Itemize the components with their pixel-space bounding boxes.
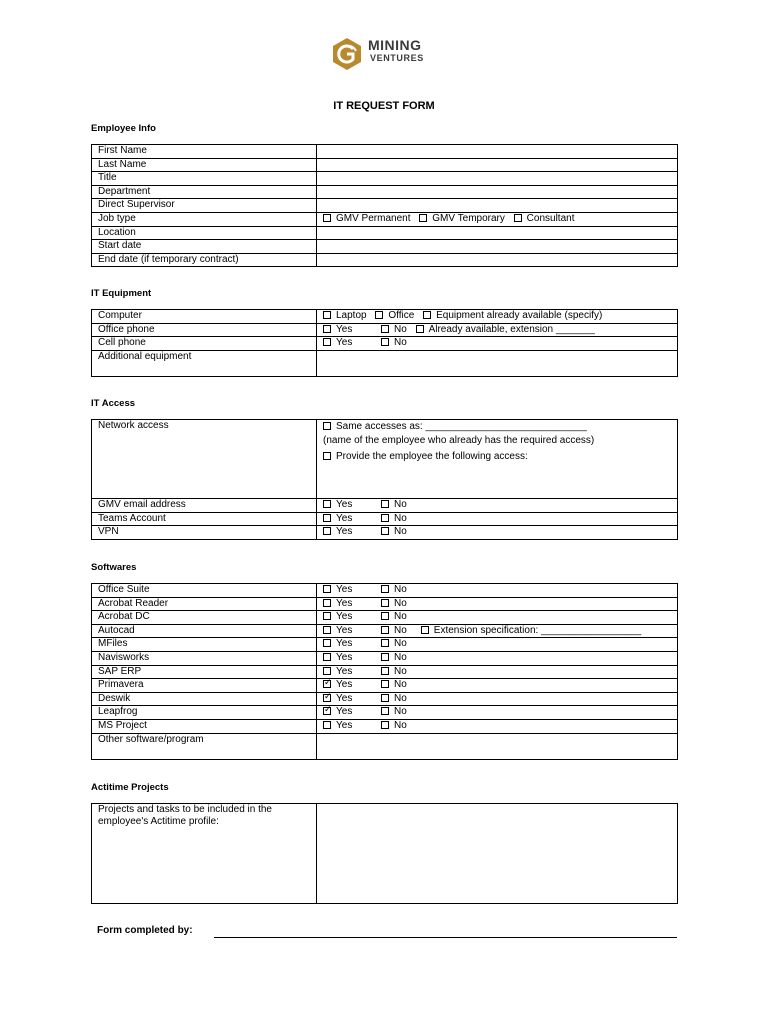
option-label: Laptop	[336, 310, 367, 321]
option-label: No	[394, 512, 407, 524]
software-no-checkbox[interactable]	[381, 707, 389, 715]
option-label: No	[394, 692, 407, 704]
option-label: No	[394, 584, 407, 595]
vpn-yes-checkbox[interactable]	[323, 527, 331, 535]
field-label: Autocad	[92, 624, 317, 638]
option-label: Yes	[336, 692, 353, 704]
mining-ventures-logo-icon	[330, 37, 364, 71]
cell-phone-options	[317, 337, 678, 351]
direct-supervisor-input[interactable]	[317, 199, 678, 213]
form-completed-by-label: Form completed by:	[97, 925, 193, 936]
field-label: End date (if temporary contract)	[92, 253, 317, 267]
job-type-permanent-checkbox[interactable]	[323, 214, 331, 222]
option-label: GMV Temporary	[432, 212, 505, 224]
software-options	[317, 706, 678, 720]
software-yes-checkbox[interactable]	[323, 680, 331, 688]
logo-text-ventures: VENTURES	[370, 53, 424, 63]
actitime-label	[92, 804, 317, 904]
software-options	[317, 692, 678, 706]
software-options	[317, 624, 678, 638]
option-label: Same accesses as: _____________________________	[336, 421, 587, 432]
it-equipment-table	[91, 309, 678, 377]
software-row	[92, 584, 678, 598]
first-name-input[interactable]	[317, 145, 678, 159]
option-label: Yes	[336, 323, 353, 335]
option-label: No	[394, 611, 407, 623]
option-label: No	[394, 706, 407, 718]
job-type-temporary-checkbox[interactable]	[419, 214, 427, 222]
softwares-table	[91, 583, 678, 760]
software-row	[92, 679, 678, 693]
teams-no-checkbox[interactable]	[381, 514, 389, 522]
option-label: No	[394, 679, 407, 691]
computer-options	[317, 310, 678, 324]
job-type-options	[317, 212, 678, 226]
field-label: Teams Account	[92, 512, 317, 526]
software-yes-checkbox[interactable]	[323, 694, 331, 702]
field-label: Department	[92, 185, 317, 199]
field-label: VPN	[92, 526, 317, 540]
field-label: Primavera	[92, 679, 317, 693]
title-input[interactable]	[317, 172, 678, 186]
software-row	[92, 665, 678, 679]
section-heading-employee-info: Employee Info	[91, 123, 156, 134]
software-yes-checkbox[interactable]	[323, 721, 331, 729]
company-logo	[330, 37, 440, 71]
field-label: SAP ERP	[92, 665, 317, 679]
office-phone-yes-checkbox[interactable]	[323, 325, 331, 333]
software-row	[92, 597, 678, 611]
other-software-input[interactable]	[317, 733, 678, 759]
field-label: Computer	[92, 310, 317, 324]
field-label: Job type	[92, 212, 317, 226]
additional-equipment-input[interactable]	[317, 350, 678, 376]
network-access-options	[317, 420, 678, 499]
teams-yes-checkbox[interactable]	[323, 514, 331, 522]
it-access-table	[91, 419, 678, 540]
field-label: Cell phone	[92, 337, 317, 351]
software-row	[92, 692, 678, 706]
software-row	[92, 706, 678, 720]
department-input[interactable]	[317, 185, 678, 199]
field-label: Deswik	[92, 692, 317, 706]
software-yes-checkbox[interactable]	[323, 612, 331, 620]
actitime-table	[91, 803, 678, 904]
option-label: No	[394, 624, 407, 636]
vpn-no-checkbox[interactable]	[381, 527, 389, 535]
software-yes-checkbox[interactable]	[323, 667, 331, 675]
vpn-options	[317, 526, 678, 540]
software-options	[317, 719, 678, 733]
field-label: Office Suite	[92, 584, 317, 598]
option-label: Provide the employee the following access:	[336, 451, 528, 462]
software-yes-checkbox[interactable]	[323, 639, 331, 647]
software-yes-checkbox[interactable]	[323, 599, 331, 607]
software-no-checkbox[interactable]	[381, 667, 389, 675]
field-label: Navisworks	[92, 651, 317, 665]
software-options	[317, 611, 678, 625]
option-label: No	[394, 665, 407, 677]
option-label: No	[394, 526, 407, 538]
cell-phone-no-checkbox[interactable]	[381, 338, 389, 346]
software-no-checkbox[interactable]	[381, 626, 389, 634]
email-yes-checkbox[interactable]	[323, 500, 331, 508]
section-heading-actitime: Actitime Projects	[91, 782, 169, 793]
actitime-label-line: employee's Actitime profile:	[98, 816, 219, 827]
software-row	[92, 719, 678, 733]
option-label: No	[394, 638, 407, 650]
software-yes-checkbox[interactable]	[323, 653, 331, 661]
section-heading-it-access: IT Access	[91, 398, 136, 409]
office-phone-options	[317, 323, 678, 337]
software-no-checkbox[interactable]	[381, 612, 389, 620]
software-row	[92, 651, 678, 665]
option-label: Yes	[336, 584, 353, 595]
software-options	[317, 679, 678, 693]
software-no-checkbox[interactable]	[381, 639, 389, 647]
extension-specification-checkbox[interactable]	[421, 626, 429, 634]
option-label: No	[394, 651, 407, 663]
location-input[interactable]	[317, 226, 678, 240]
email-options	[317, 499, 678, 513]
option-label: Office	[388, 310, 415, 321]
option-label: Yes	[336, 651, 353, 663]
option-label: No	[394, 323, 407, 335]
option-label: Yes	[336, 611, 353, 623]
field-label: Office phone	[92, 323, 317, 337]
start-date-input[interactable]	[317, 240, 678, 254]
software-row	[92, 611, 678, 625]
logo-text-mining: MINING	[368, 37, 422, 53]
option-label: No	[394, 719, 407, 731]
option-label: Yes	[336, 624, 353, 636]
option-label: No	[394, 597, 407, 609]
option-label: Yes	[336, 638, 353, 650]
option-label: Consultant	[526, 212, 575, 224]
equipment-available-checkbox[interactable]	[423, 311, 431, 319]
employee-info-table	[91, 144, 678, 267]
software-no-checkbox[interactable]	[381, 721, 389, 729]
field-label: Leapfrog	[92, 706, 317, 720]
option-label: Yes	[336, 512, 353, 524]
field-label: Direct Supervisor	[92, 199, 317, 213]
option-label: Equipment already available (specify)	[436, 310, 603, 321]
section-heading-it-equipment: IT Equipment	[91, 288, 152, 299]
office-phone-no-checkbox[interactable]	[381, 325, 389, 333]
software-options	[317, 638, 678, 652]
software-yes-checkbox[interactable]	[323, 626, 331, 634]
field-label: MFiles	[92, 638, 317, 652]
option-label: GMV Permanent	[336, 212, 411, 224]
software-yes-checkbox[interactable]	[323, 585, 331, 593]
field-label: First Name	[92, 145, 317, 159]
software-options	[317, 651, 678, 665]
form-completed-by-signature-line[interactable]	[214, 937, 677, 938]
option-label: Yes	[336, 597, 353, 609]
last-name-input[interactable]	[317, 158, 678, 172]
option-label: Yes	[336, 526, 353, 538]
teams-options	[317, 512, 678, 526]
software-no-checkbox[interactable]	[381, 680, 389, 688]
provide-access-checkbox[interactable]	[323, 452, 331, 460]
email-no-checkbox[interactable]	[381, 500, 389, 508]
field-label: Last Name	[92, 158, 317, 172]
actitime-label-line: Projects and tasks to be included in the	[98, 804, 272, 815]
software-row	[92, 624, 678, 638]
software-no-checkbox[interactable]	[381, 694, 389, 702]
laptop-checkbox[interactable]	[323, 311, 331, 319]
software-no-checkbox[interactable]	[381, 599, 389, 607]
network-access-note: (name of the employee who already has the required access)	[323, 435, 595, 446]
option-label: Extension specification: __________________	[433, 624, 642, 636]
software-no-checkbox[interactable]	[381, 653, 389, 661]
option-label: Yes	[336, 679, 353, 691]
software-yes-checkbox[interactable]	[323, 707, 331, 715]
software-row	[92, 638, 678, 652]
field-label: MS Project	[92, 719, 317, 733]
form-title: IT REQUEST FORM	[333, 100, 435, 112]
field-label: Acrobat DC	[92, 611, 317, 625]
option-label: Yes	[336, 337, 353, 349]
field-label: Other software/program	[92, 733, 317, 759]
job-type-consultant-checkbox[interactable]	[514, 214, 522, 222]
software-options	[317, 597, 678, 611]
field-label: Location	[92, 226, 317, 240]
option-label: Yes	[336, 706, 353, 718]
software-options	[317, 665, 678, 679]
option-label: No	[394, 337, 407, 349]
software-options	[317, 584, 678, 598]
field-label: Network access	[92, 420, 317, 499]
same-accesses-checkbox[interactable]	[323, 422, 331, 430]
field-label: Additional equipment	[92, 350, 317, 376]
option-label: No	[394, 499, 407, 510]
option-label: Yes	[336, 719, 353, 731]
office-phone-available-checkbox[interactable]	[416, 325, 424, 333]
section-heading-softwares: Softwares	[91, 562, 137, 573]
field-label: Start date	[92, 240, 317, 254]
field-label: Acrobat Reader	[92, 597, 317, 611]
end-date-input[interactable]	[317, 253, 678, 267]
software-no-checkbox[interactable]	[381, 585, 389, 593]
option-label: Already available, extension _______	[428, 323, 595, 335]
cell-phone-yes-checkbox[interactable]	[323, 338, 331, 346]
field-label: GMV email address	[92, 499, 317, 513]
actitime-projects-input[interactable]	[317, 804, 678, 904]
option-label: Yes	[336, 665, 353, 677]
field-label: Title	[92, 172, 317, 186]
option-label: Yes	[336, 499, 353, 510]
office-computer-checkbox[interactable]	[375, 311, 383, 319]
